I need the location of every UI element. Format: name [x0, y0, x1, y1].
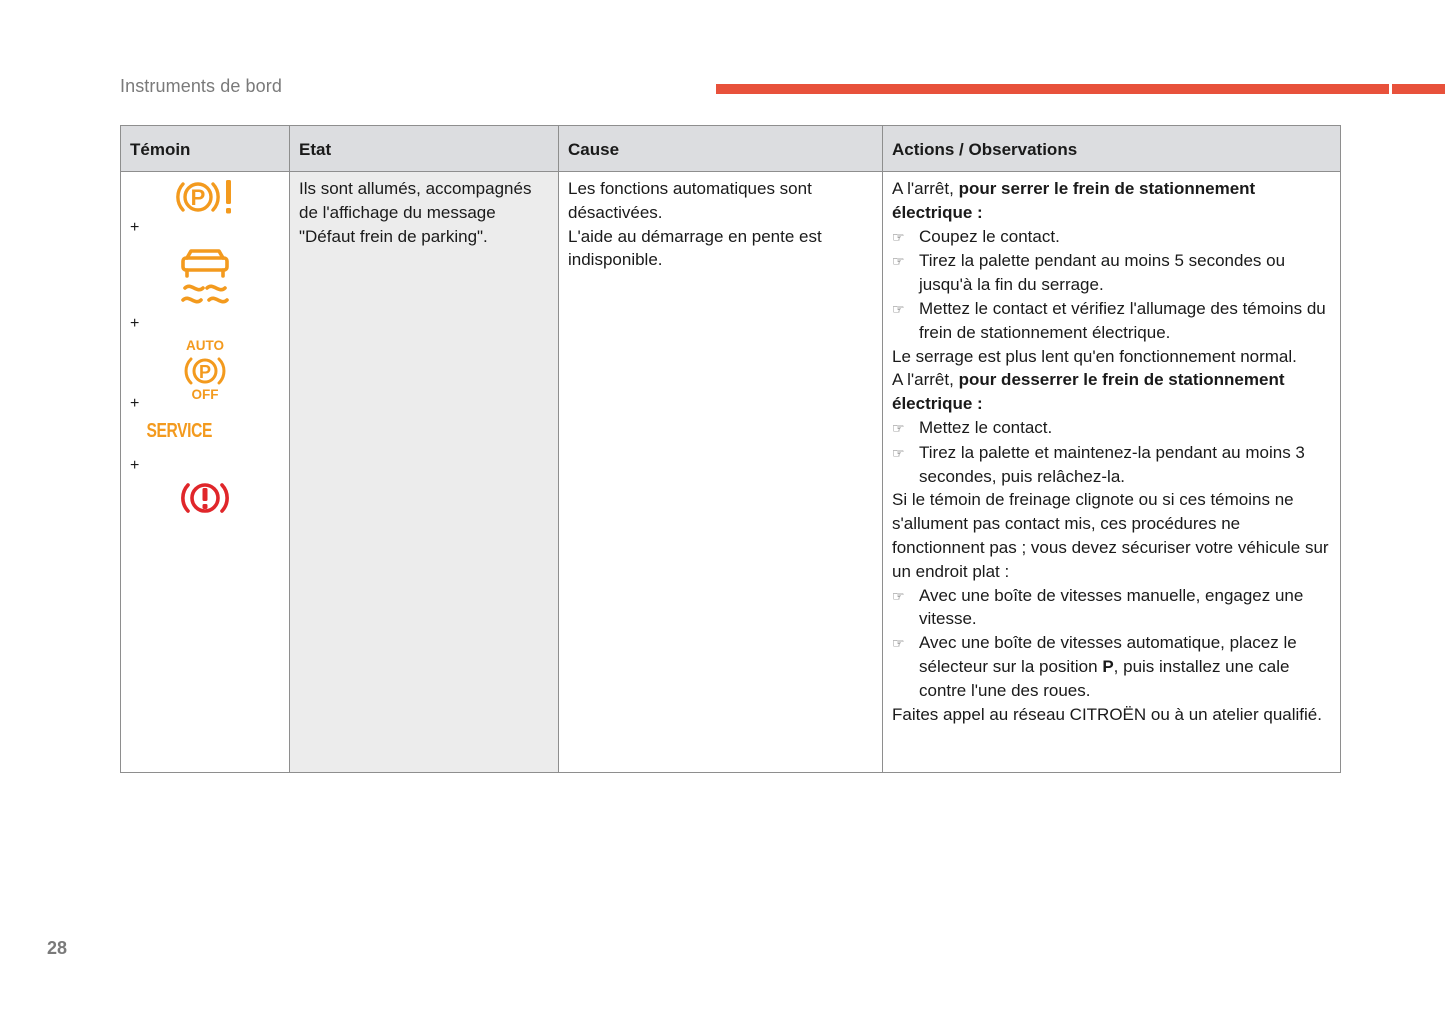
cause-line: L'aide au démarrage en pente est indisponible.: [568, 226, 822, 270]
actions-paragraph: A l'arrêt, pour desserrer le frein de stationnement électrique :: [892, 370, 1285, 414]
list-item: ☞ Avec une boîte de vitesses manuelle, engagez une vitesse.: [892, 584, 1331, 632]
service-icon: SERVICE: [146, 420, 212, 442]
state-text: Ils sont allumés, accompagnés de l'affichage du message "Défaut frein de parking".: [299, 179, 532, 246]
temoin-cell: [121, 172, 290, 773]
column-header-etat: Etat: [290, 126, 559, 172]
pointing-hand-icon: ☞: [892, 635, 905, 652]
cause-cell: [559, 172, 883, 773]
actions-paragraph: Si le témoin de freinage clignote ou si ces témoins ne s'allument pas contact mis, ces procédures ne fonctionnent pas ; vous devez sécuriser votre véhicule sur un endroit plat :: [892, 490, 1329, 581]
auto-parking-brake-off-icon: [175, 338, 235, 402]
parking-brake-fault-icon: [173, 177, 237, 217]
list-item: ☞ Tirez la palette et maintenez-la pendant au moins 3 secondes, puis relâchez-la.: [892, 441, 1331, 489]
plus-sign: +: [130, 395, 140, 412]
pointing-hand-icon: ☞: [892, 444, 905, 461]
actions-paragraph: Faites appel au réseau CITROËN ou à un atelier qualifié.: [892, 704, 1322, 724]
pointing-hand-icon: ☞: [892, 228, 905, 245]
section-title: Instruments de bord: [120, 76, 282, 96]
list-item: ☞ Mettez le contact.: [892, 416, 1331, 441]
actions-paragraph: Le serrage est plus lent qu'en fonctionnement normal.: [892, 346, 1297, 366]
pointing-hand-icon: ☞: [892, 419, 905, 436]
off-label: OFF: [191, 387, 219, 402]
actions-paragraph: A l'arrêt, pour serrer le frein de stationnement électrique :: [892, 179, 1256, 222]
pointing-hand-icon: ☞: [892, 253, 905, 270]
warning-lights-table: [120, 125, 1341, 773]
page-number: 28: [47, 938, 68, 958]
column-header-actions: Actions / Observations: [883, 126, 1341, 172]
svg-text:P: P: [190, 185, 206, 210]
plus-sign: +: [130, 219, 140, 236]
plus-sign: +: [130, 457, 140, 474]
table-row: [121, 172, 1341, 773]
header-accent-bar: [716, 84, 1445, 94]
pointing-hand-icon: ☞: [892, 300, 905, 317]
plus-sign: +: [130, 315, 140, 332]
auto-label: AUTO: [185, 338, 225, 353]
list-item: ☞ Coupez le contact.: [892, 225, 1331, 250]
skid-control-icon: [175, 248, 235, 306]
table-header-row: [121, 126, 1341, 172]
list-item: ☞ Mettez le contact et vérifiez l'allumage des témoins du frein de stationnement électrique.: [892, 297, 1331, 345]
svg-text:P: P: [198, 362, 212, 382]
list-item: ☞ Tirez la palette pendant au moins 5 secondes ou jusqu'à la fin du serrage.: [892, 249, 1331, 297]
column-header-temoin: Témoin: [121, 126, 290, 172]
list-item: ☞ Avec une boîte de vitesses automatique, placez le sélecteur sur la position P, puis installez une cale contre l'une des roues.: [892, 631, 1331, 702]
etat-cell: [290, 172, 559, 773]
cause-line: Les fonctions automatiques sont désactivées.: [568, 179, 812, 222]
actions-cell: [883, 172, 1341, 773]
brake-warning-icon: [180, 478, 230, 518]
pointing-hand-icon: ☞: [892, 587, 905, 604]
column-header-cause: Cause: [559, 126, 883, 172]
